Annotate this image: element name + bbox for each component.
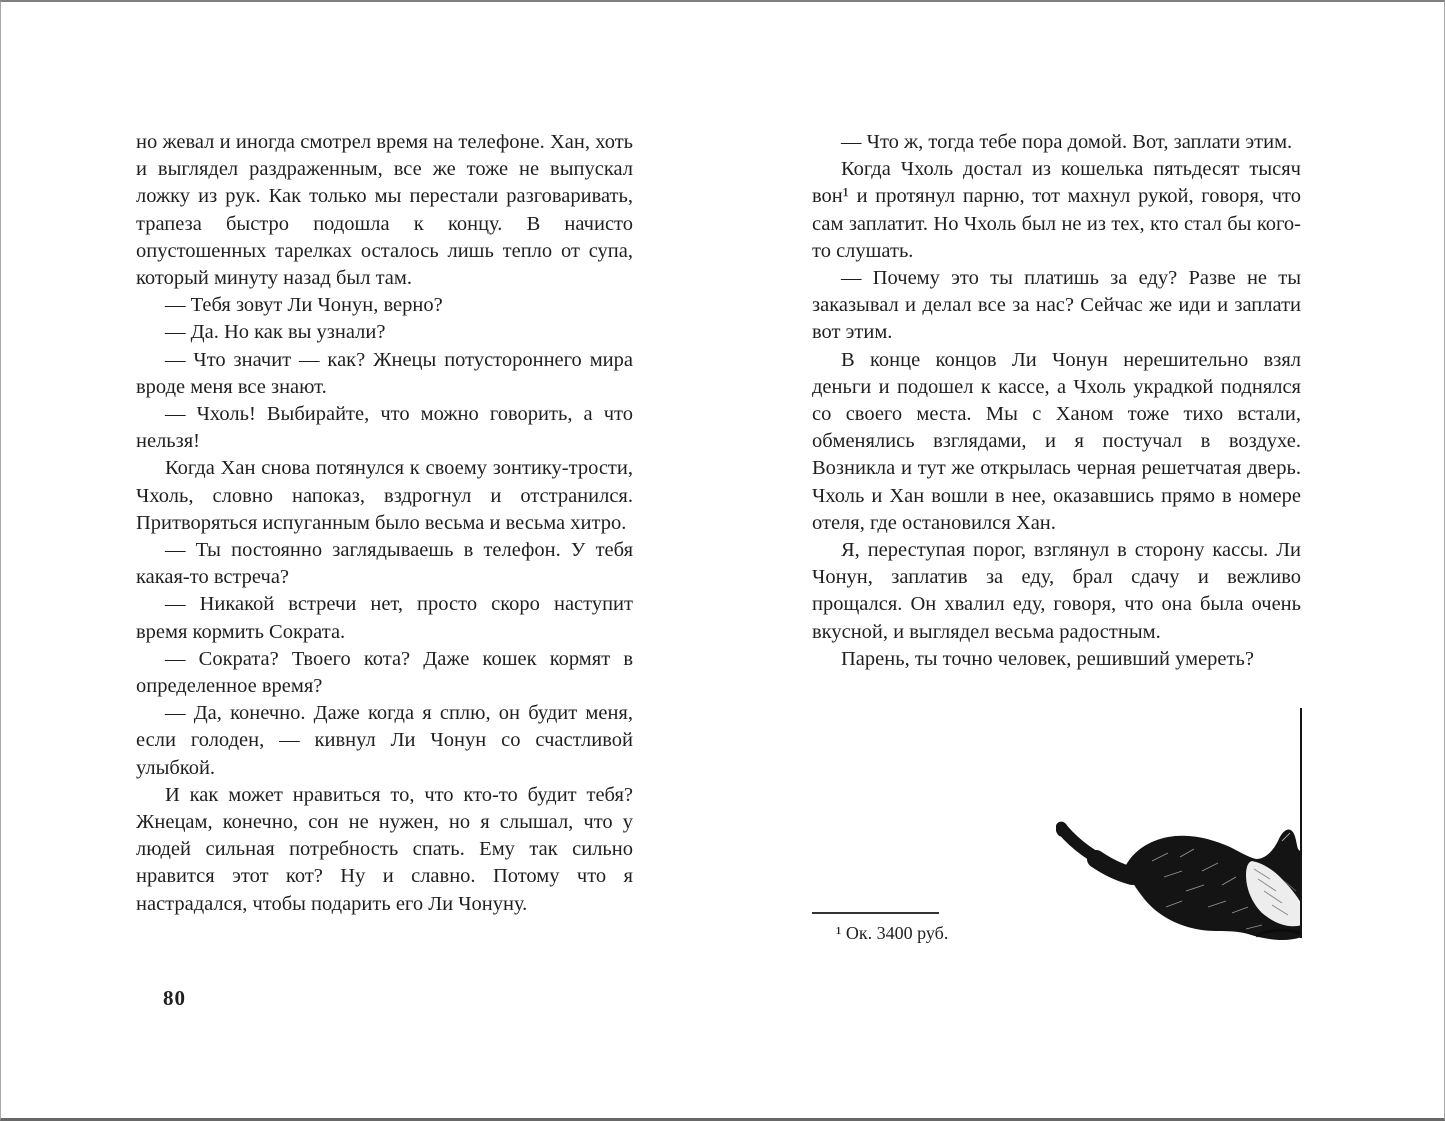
dialogue-line: — Почему это ты платишь за еду? Разве не ты заказывал и делал все за нас? Сейчас же иди и заплати вот этим.	[812, 267, 1301, 344]
footnote-text: ¹ Ок. 3400 руб.	[836, 923, 949, 943]
illustration-edge-rule	[1300, 708, 1302, 938]
dialogue-line: — Что значит — как? Жнецы потустороннего мира вроде меня все знают.	[136, 348, 633, 398]
footnote-rule	[812, 912, 939, 914]
paragraph: Когда Хан снова потянулся к своему зонтику-трости, Чхоль, словно напоказ, вздрогнул и отстранился. Притворяться испуганным было весьма и весьма хитро.	[136, 457, 633, 534]
paragraph: но жевал и иногда смотрел время на телефоне. Хан, хоть и выглядел раздраженным, все же тоже не выпускал ложку из рук. Как только мы перестали разговаривать, трапеза быстро подошла к концу. В начисто опустошенных тарелках осталось лишь тепло от супа, который минуту назад был там.	[136, 131, 633, 290]
dialogue-line: — Что ж, тогда тебе пора домой. Вот, заплати этим.	[841, 131, 1293, 153]
paragraph: Парень, ты точно человек, решивший умереть?	[841, 647, 1254, 670]
paragraph: Я, переступая порог, взглянул в сторону кассы. Ли Чонун, заплатив за еду, брал сдачу и вежливо прощался. Он хвалил еду, говоря, что она была очень вкусной, и выглядел весьма радостным.	[812, 539, 1301, 643]
dialogue-line: — Ты постоянно заглядываешь в телефон. У тебя какая-то встреча?	[136, 539, 633, 589]
paragraph: Когда Чхоль достал из кошелька пятьдесят тысяч вон¹ и протянул парню, тот махнул рукой, говоря, что сам заплатит. Но Чхоль был не из тех, кто стал бы кого-то слушать.	[812, 158, 1301, 262]
paragraph: В конце концов Ли Чонун нерешительно взял деньги и подошел к кассе, а Чхоль украдкой поднялся со своего места. Мы с Ханом тоже тихо встали, обменялись взглядами, и я постучал в воздухе. Возникла и тут же открылась черная решетчатая дверь. Чхоль и Хан вошли в нее, оказавшись прямо в номере отеля, где остановился Хан.	[812, 348, 1301, 534]
dialogue-line: — Сократа? Твоего кота? Даже кошек кормят в определенное время?	[136, 647, 633, 698]
paragraph: И как может нравиться то, что кто-то будит тебя? Жнецам, конечно, сон не нужен, но я слышал, что у людей сильная потребность спать. Ему так сильно нравится этот кот? Ну и славно. Потому что я настрадался, чтобы подарить его Ли Чонуну.	[136, 783, 633, 915]
dialogue-line: — Да, конечно. Даже когда я сплю, он будит меня, если голоден, — кивнул Ли Чонун со счастливой улыбкой.	[136, 702, 633, 779]
right-page-text-column	[812, 129, 1301, 673]
cat-illustration	[1056, 817, 1302, 945]
dialogue-line: — Чхоль! Выбирайте, что можно говорить, а что нельзя!	[136, 403, 633, 453]
dialogue-line: — Тебя зовут Ли Чонун, верно?	[165, 294, 443, 317]
dialogue-line: — Никакой встречи нет, просто скоро наступит время кормить Сократа.	[136, 593, 633, 643]
dialogue-line: — Да. Но как вы узнали?	[165, 321, 386, 344]
page-number: 80	[163, 986, 186, 1010]
left-page-text-column	[136, 129, 633, 918]
